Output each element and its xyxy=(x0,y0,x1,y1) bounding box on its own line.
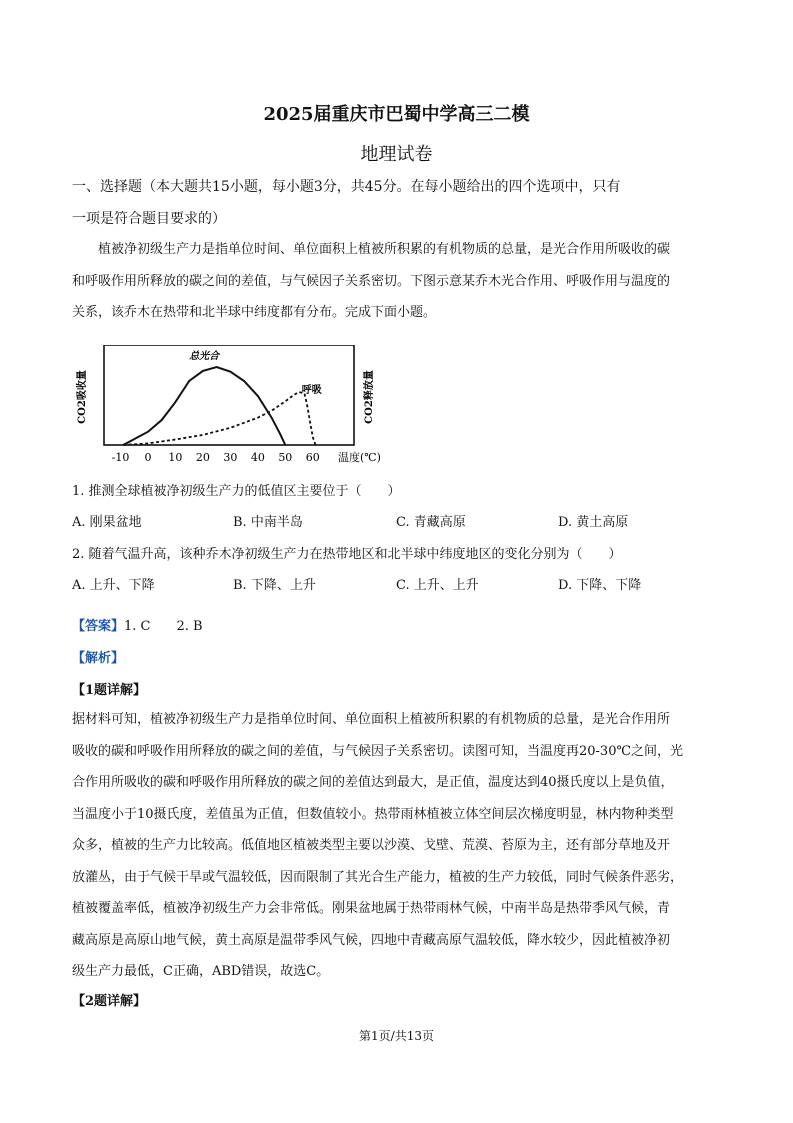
section-heading-line2: 一项是符合题目要求的） xyxy=(72,210,226,227)
photosynthesis-respiration-chart xyxy=(72,345,402,470)
series-line-respiration xyxy=(123,392,315,445)
intro-line: 和呼吸作用所释放的碳之间的差值，与气候因子关系密切。下图示意某乔木光合作用、呼吸作用与温度的 xyxy=(72,273,671,289)
q2-detail-label: 【2题详解】 xyxy=(72,994,147,1009)
q1-detail-line: 级生产力最低，C正确，ABD错误，故选C。 xyxy=(72,964,330,979)
q1-detail-line: 合作用所吸收的碳和呼吸作用所释放的碳之间的差值达到最大，是正值，温度达到40摄氏度以上是负值， xyxy=(72,775,674,790)
question-2-option-d: D. 下降、下降 xyxy=(558,578,642,593)
question-1-option-b: B. 中南半岛 xyxy=(233,515,303,530)
q1-detail-line: 植被覆盖率低，植被净初级生产力会非常低。刚果盆地属于热带雨林气候，中南半岛是热带季风气候，青 xyxy=(72,901,671,916)
section-heading xyxy=(72,172,724,235)
x-tick-label: -10 xyxy=(111,451,130,464)
x-axis-label: 温度(℃) xyxy=(338,451,381,464)
series-line-gross-photosynthesis xyxy=(123,367,285,445)
q1-detail-paragraph xyxy=(72,704,724,988)
q1-detail-line: 放灌丛，由于气候干旱或气温较低，因而限制了其光合生产能力，植被的生产力较低，同时气候条件恶劣， xyxy=(72,869,684,885)
series-label-respiration: 呼吸 xyxy=(301,385,322,396)
question-1-stem: 1. 推测全球植被净初级生产力的低值区主要位于（ ） xyxy=(72,484,401,499)
y-label-right xyxy=(362,370,375,424)
y-label-left xyxy=(75,370,88,424)
answer-label: 【答案】 xyxy=(72,619,125,634)
q1-detail-line: 藏高原是高原山地气候，黄土高原是温带季风气候，四地中青藏高原气温较低，降水较少，因此植被净初 xyxy=(72,932,671,948)
x-tick-label: 30 xyxy=(223,451,238,464)
question-2-stem: 2. 随着气温升高，该种乔木净初级生产力在热带地区和北半球中纬度地区的变化分别为（ ） xyxy=(72,547,622,562)
page-title: 2025届重庆市巴蜀中学高三二模 xyxy=(263,104,530,125)
question-1-option-c: C. 青藏高原 xyxy=(396,515,466,530)
x-tick-label: 40 xyxy=(250,451,265,464)
q1-detail-line: 吸收的碳和呼吸作用所释放的碳之间的差值，与气候因子关系密切。读图可知，当温度再20-30℃之间，光 xyxy=(72,743,684,759)
q1-detail-label: 【1题详解】 xyxy=(72,683,147,698)
intro-paragraph xyxy=(72,234,724,329)
q1-detail-line: 当温度小于10摄氏度，差值虽为正值，但数值较小。热带雨林植被立体空间层次梯度明显，林内物种类型 xyxy=(72,806,674,822)
question-2-option-c: C. 上升、上升 xyxy=(396,578,479,593)
x-tick-label: 60 xyxy=(305,451,320,464)
page-footer: 第1页/共13页 xyxy=(359,1029,434,1043)
x-tick-label: 20 xyxy=(195,451,210,464)
question-2-option-b: B. 下降、上升 xyxy=(233,578,316,593)
question-1-option-a: A. 刚果盆地 xyxy=(72,515,142,530)
x-tick-label: 10 xyxy=(168,451,183,464)
x-tick-label: 50 xyxy=(278,451,293,464)
y-label-right-text: CO2释放量 xyxy=(364,370,375,424)
section-heading-line1: 一、选择题（本大题共15小题，每小题3分，共45分。在每小题给出的四个选项中，只有 xyxy=(72,179,621,195)
series-label-gross-photosynthesis: 总光合 xyxy=(189,351,220,362)
q1-detail-line: 众多，植被的生产力比较高。低值地区植被类型主要以沙漠、戈壁、荒漠、苔原为主，还有部分草地及开 xyxy=(72,838,671,853)
x-tick-label: 0 xyxy=(144,451,152,464)
answer-value: 1. C 2. B xyxy=(124,619,203,634)
intro-line: 植被净初级生产力是指单位时间、单位面积上植被所积累的有机物质的总量，是光合作用所吸收的碳 xyxy=(98,242,671,257)
page-subtitle: 地理试卷 xyxy=(360,144,433,165)
question-1 xyxy=(72,480,724,499)
y-label-left-text: CO2吸收量 xyxy=(77,370,88,424)
analysis-label: 【解析】 xyxy=(72,651,125,666)
question-2-option-a: A. 上升、下降 xyxy=(72,578,155,593)
answer-line xyxy=(72,615,203,634)
intro-line: 关系，该乔木在热带和北半球中纬度都有分布。完成下面小题。 xyxy=(72,305,437,320)
question-1-option-d: D. 黄土高原 xyxy=(558,515,629,530)
q1-detail-line: 据材料可知，植被净初级生产力是指单位时间、单位面积上植被所积累的有机物质的总量，是光合作用所 xyxy=(72,712,671,727)
